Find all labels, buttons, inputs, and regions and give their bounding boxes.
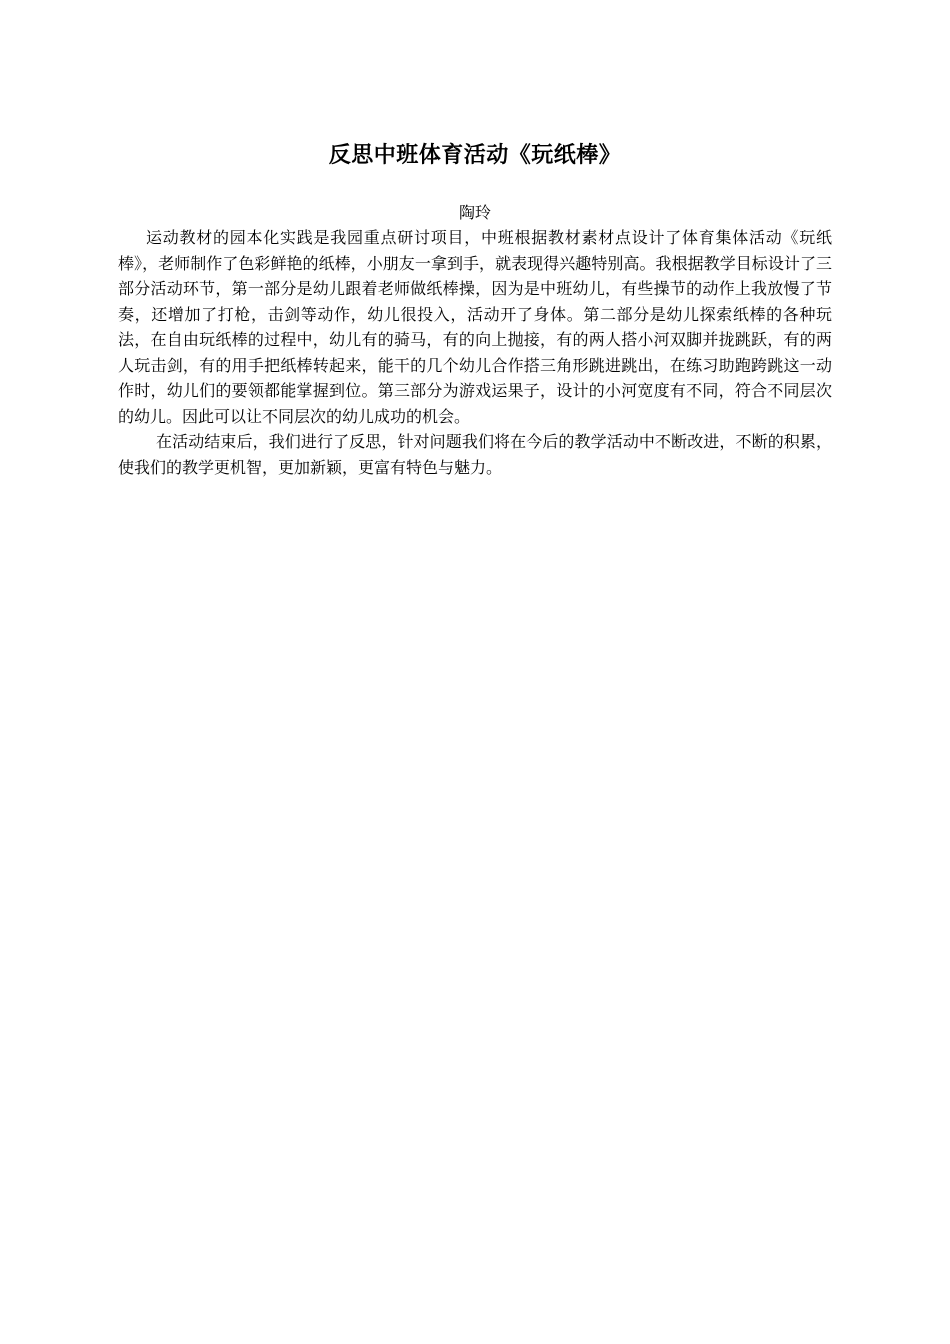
body-paragraph-2: 在活动结束后，我们进行了反思，针对问题我们将在今后的教学活动中不断改进，不断的积累，使我们的教学更机智，更加新颖，更富有特色与魅力。 [118,432,832,477]
document-author: 陶玲 [458,203,491,222]
document-title: 反思中班体育活动《玩纸棒》 [328,143,622,168]
document-body [118,225,832,480]
body-paragraph-1: 运动教材的园本化实践是我园重点研讨项目，中班根据教材素材点设计了体育集体活动《玩纸棒》，老师制作了色彩鲜艳的纸棒，小朋友一拿到手，就表现得兴趣特别高。我根据教学目标设计了三部分活动环节，第一部分是幼儿跟着老师做纸棒操，因为是中班幼儿，有些操节的动作上我放慢了节奏，还增加了打枪，击剑等动作，幼儿很投入，活动开了身体。第二部分是幼儿探索纸棒的各种玩法，在自由玩纸棒的过程中，幼儿有的骑马，有的向上抛接，有的两人搭小河双脚并拢跳跃，有的两人玩击剑，有的用手把纸棒转起来，能干的几个幼儿合作搭三角形跳进跳出，在练习助跑跨跳这一动作时，幼儿们的要领都能掌握到位。第三部分为游戏运果子，设计的小河宽度有不同，符合不同层次的幼儿。因此可以让不同层次的幼儿成功的机会。 [118,228,832,426]
